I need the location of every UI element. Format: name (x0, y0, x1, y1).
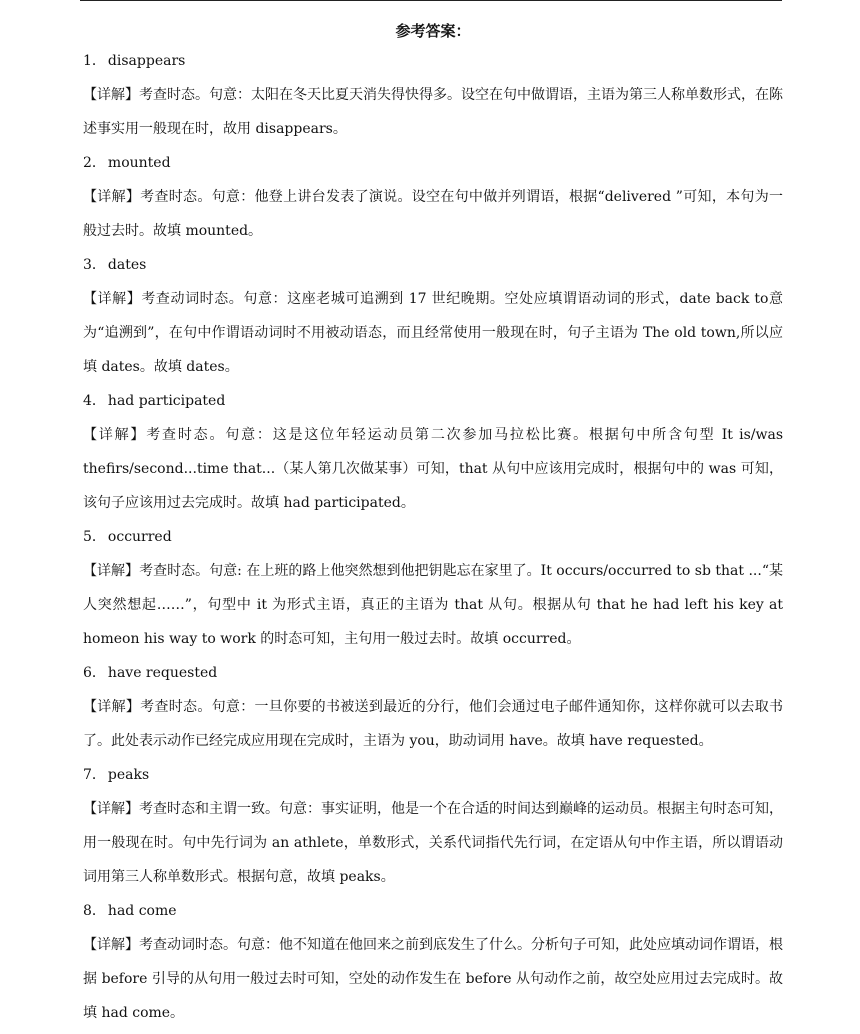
question-number: 1． (83, 53, 106, 69)
answer-list (83, 44, 783, 1030)
answer-item (83, 146, 783, 248)
answer-line (83, 520, 783, 554)
explanation-text: 意为“追溯到”，在句中作谓语动词时不用被动语态，而且经常使用一般现在时，句子主语为 The old town, (83, 291, 784, 341)
detail-tag: 【详解】 (83, 563, 140, 579)
header-rule (80, 0, 782, 1)
explanation-text: on his way to work 的时态可知，主句用一般过去时。故填 occurred。 (122, 631, 581, 647)
answer-item (83, 656, 783, 758)
detail-tag: 【详解】 (83, 937, 139, 953)
answer-text: had participated (107, 393, 226, 409)
explanation-text: 考查时态。句意：一旦你要的书被送到最近的分行，他们会通过电子邮件通知你，这样你就可以 (140, 699, 741, 715)
explanation (83, 282, 783, 384)
answer-item (83, 758, 783, 894)
answer-item (83, 384, 783, 520)
explanation-text: 去取书了。此处表示动作已经完成应用现在完成时，主语为 you，助动词用 have。故填 have requested。 (83, 699, 784, 749)
explanation-text: 考查动词时态。句意：他不知道在他回来之前到底发生了什么。分析句子可知，此处应填动词作 (139, 937, 727, 953)
answer-line (83, 894, 783, 928)
explanation (83, 928, 783, 1030)
answer-text: peaks (107, 767, 150, 783)
explanation-text: 去完成时。故填 had come。 (83, 971, 783, 1021)
detail-tag: 【详解】 (83, 427, 147, 443)
explanation-text: 谓语，根据 before 引导的从句用一般过去时可知，空处的动作发生在 before 从句动作之前，故空处应用过 (83, 937, 783, 987)
answer-item (83, 248, 783, 384)
explanation (83, 690, 783, 758)
answer-line (83, 758, 783, 792)
detail-tag: 【详解】 (83, 87, 139, 103)
explanation-text: 考查动词时态。句意：这座老城可追溯到 17 世纪晚期。空处应填谓语动词的形式，date back to (141, 291, 769, 307)
answer-text: occurred (107, 529, 172, 545)
answer-line (83, 248, 783, 282)
explanation (83, 792, 783, 894)
question-number: 6． (83, 665, 106, 681)
detail-tag: 【详解】 (83, 291, 142, 307)
answer-line (83, 44, 783, 78)
explanation (83, 418, 783, 520)
explanation-text: 所以谓语动词用第三人称单数形式。根据句意，故填 peaks。 (83, 835, 783, 885)
question-number: 4． (83, 393, 106, 409)
explanation-text: 考查时态。句意: 在上班的路上他突然想到他把钥匙忘在家里了。It occurs/occurred to sb that ...“某 (139, 563, 783, 579)
explanation (83, 554, 783, 656)
detail-tag: 【详解】 (83, 801, 139, 817)
answer-text: had come (107, 903, 177, 919)
answer-item (83, 44, 783, 146)
explanation-text: 考查时态。句意：他登上讲台发表了演说。设空在句中做并列谓语，根据“delivered ”可知，本句 (140, 189, 755, 205)
answer-line (83, 656, 783, 690)
explanation-text: 考查时态。句意：太阳在冬天比夏天消失得快得多。设空在句中做谓语，主语为第三人称单数形 (139, 87, 727, 103)
answer-text: mounted (107, 155, 171, 171)
explanation-text: 所以应填 dates。故填 dates。 (83, 325, 784, 375)
detail-tag: 【详解】 (83, 699, 141, 715)
answer-line (83, 146, 783, 180)
answer-item (83, 520, 783, 656)
explanation-text: 式，在陈述事实用一般现在时，故用 disappears。 (83, 87, 783, 137)
explanation-text: 态可知，用一般现在时。句中先行词为 an athlete，单数形式，关系代词指代先行词，在定语从句中作主语， (83, 801, 783, 851)
question-number: 7． (83, 767, 106, 783)
question-number: 3． (83, 257, 106, 273)
explanation-text: 子应该用过去完成时。故填 had participated。 (111, 495, 415, 511)
detail-tag: 【详解】 (83, 189, 141, 205)
answer-line (83, 384, 783, 418)
explanation-text: firs/second...time that...（某人第几次做某事）可知，that 从句中应该用完成时，根据句中的 was 可知，该句 (83, 461, 783, 511)
answer-key (83, 18, 783, 1030)
answer-text: have requested (107, 665, 218, 681)
question-number: 2． (83, 155, 106, 171)
explanation-text: 人突然想起……”，句型中 it 为形式主语，真正的主语为 that 从句。根据从句 that he had left his key at home (83, 597, 783, 647)
explanation-text: 考查时态。句意：这是这位年轻运动员第二次参加马拉松比赛。根据句中所含句型 It is/was the (83, 427, 784, 477)
answer-text: disappears (107, 53, 186, 69)
answer-item (83, 894, 783, 1030)
explanation-text: 考查时态和主谓一致。句意：事实证明，他是一个在合适的时间达到巅峰的运动员。根据主句时 (139, 801, 727, 817)
question-number: 8． (83, 903, 106, 919)
explanation (83, 78, 783, 146)
answer-text: dates (107, 257, 147, 273)
explanation-text: 为一般过去时。故填 mounted。 (83, 189, 783, 239)
question-number: 5． (83, 529, 106, 545)
page-title: 参考答案： (395, 22, 471, 40)
explanation (83, 180, 783, 248)
